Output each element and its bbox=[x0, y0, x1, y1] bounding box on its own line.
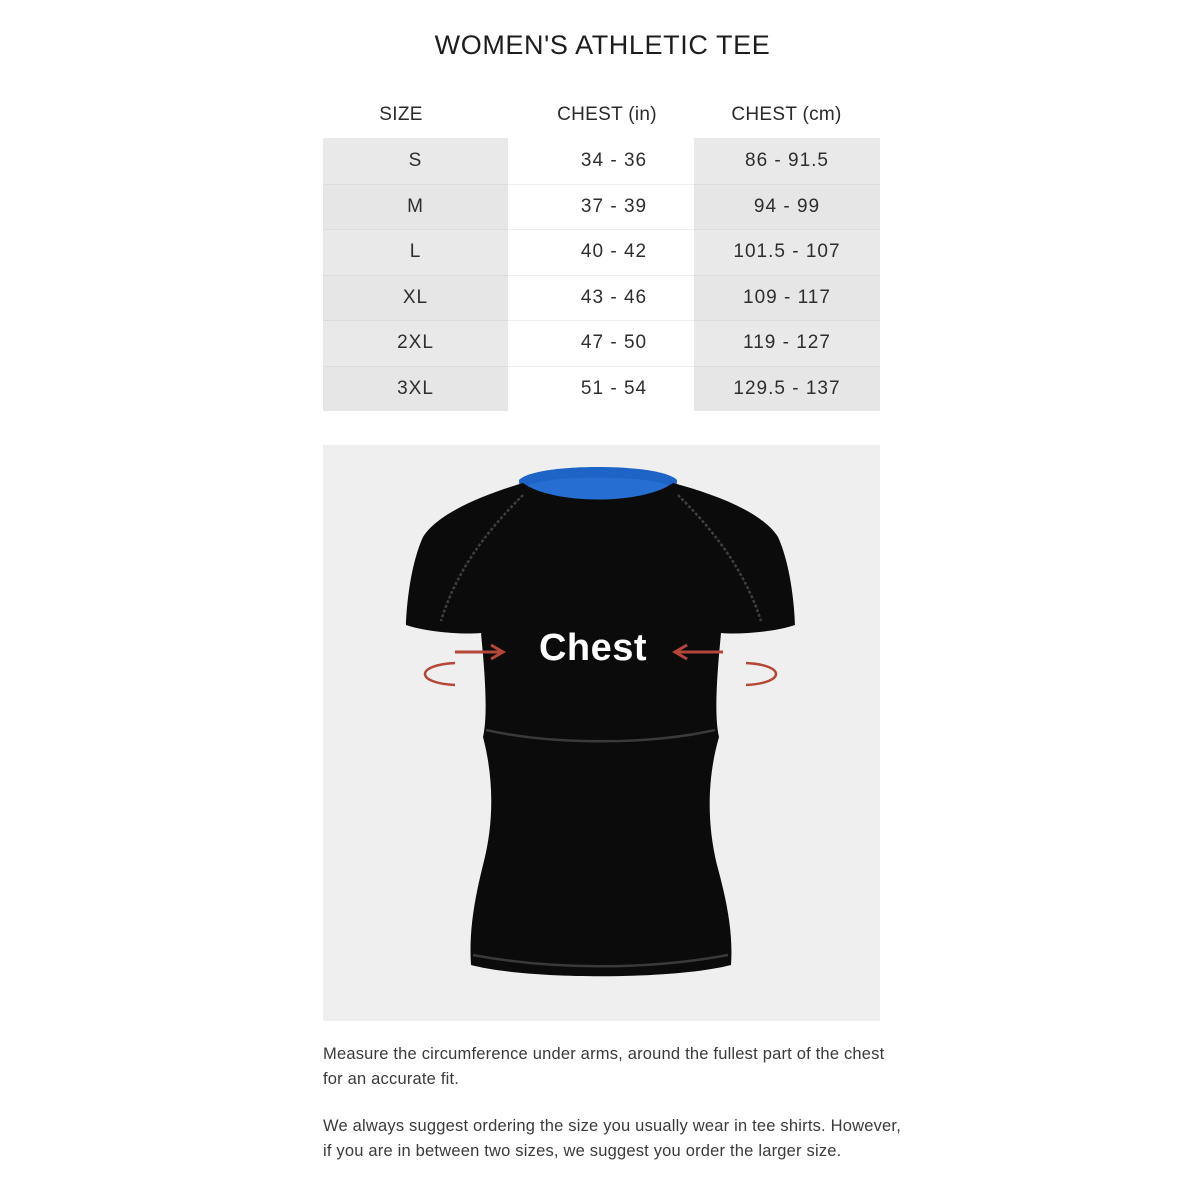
chest-in-cell: 51 - 54 bbox=[509, 366, 693, 412]
chest-label: Chest bbox=[538, 627, 648, 669]
measurement-diagram bbox=[323, 445, 880, 1021]
chest-cm-cell: 119 - 127 bbox=[693, 320, 880, 366]
size-cell: 3XL bbox=[323, 366, 509, 412]
chest-cm-cell: 109 - 117 bbox=[693, 275, 880, 321]
chest-in-cell: 34 - 36 bbox=[509, 138, 693, 184]
size-cell: 2XL bbox=[323, 320, 509, 366]
chest-cm-cell: 129.5 - 137 bbox=[693, 366, 880, 412]
table-body bbox=[323, 138, 880, 411]
table-row bbox=[323, 184, 880, 230]
table-row bbox=[323, 320, 880, 366]
table-row bbox=[323, 275, 880, 321]
size-cell: S bbox=[323, 138, 509, 184]
size-cell: L bbox=[323, 229, 509, 275]
tshirt-illustration bbox=[323, 445, 880, 1021]
size-cell: M bbox=[323, 184, 509, 230]
table-row bbox=[323, 366, 880, 412]
size-cell: XL bbox=[323, 275, 509, 321]
chest-in-cell: 37 - 39 bbox=[509, 184, 693, 230]
chest-cm-cell: 94 - 99 bbox=[693, 184, 880, 230]
header-size: SIZE bbox=[379, 104, 423, 125]
tshirt-body-icon bbox=[406, 483, 795, 976]
measure-instructions: Measure the circumference under arms, around the fullest part of the chest for an accurate fit. bbox=[323, 1045, 885, 1088]
table-row bbox=[323, 229, 880, 275]
chest-in-cell: 47 - 50 bbox=[509, 320, 693, 366]
header-chest-cm: CHEST (cm) bbox=[731, 104, 842, 125]
table-row bbox=[323, 138, 880, 184]
chest-cm-cell: 101.5 - 107 bbox=[693, 229, 880, 275]
size-chart-table bbox=[323, 92, 880, 411]
size-suggestion: We always suggest ordering the size you usually wear in tee shirts. However, if you are in between two sizes, we suggest you order the larger size. bbox=[323, 1117, 901, 1160]
chest-in-cell: 43 - 46 bbox=[509, 275, 693, 321]
header-chest-in: CHEST (in) bbox=[557, 104, 657, 125]
chest-in-cell: 40 - 42 bbox=[509, 229, 693, 275]
table-header bbox=[323, 92, 880, 138]
chest-cm-cell: 86 - 91.5 bbox=[693, 138, 880, 184]
page-title: WOMEN'S ATHLETIC TEE bbox=[434, 30, 771, 60]
